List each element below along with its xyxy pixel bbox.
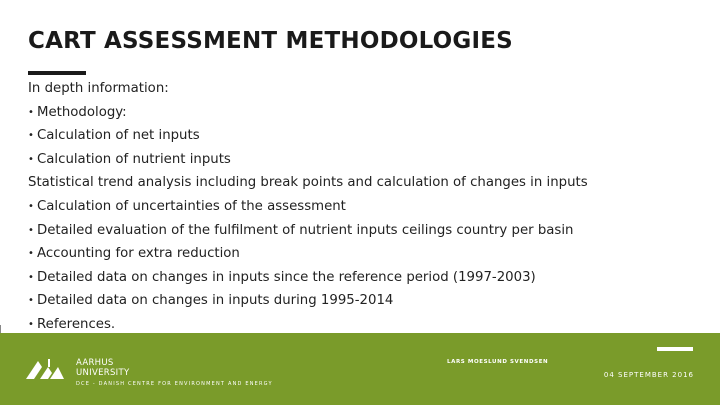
bullet-icon: •	[28, 271, 34, 283]
edge-marker	[0, 325, 1, 333]
body-line	[28, 77, 700, 101]
bullet-text: Methodology:	[37, 104, 127, 120]
slide-title: CART ASSESSMENT METHODOLOGIES	[28, 28, 513, 54]
bullet-item	[28, 242, 700, 266]
footer-bar	[0, 333, 720, 405]
bullet-icon: •	[28, 200, 34, 212]
bullet-text: References.	[37, 316, 116, 332]
bullet-item	[28, 266, 700, 290]
university-name-line2: UNIVERSITY	[76, 368, 130, 378]
bullet-text: Detailed data on changes in inputs since the reference period (1997-2003)	[37, 269, 536, 285]
slide-body	[28, 77, 700, 337]
aarhus-university-logo-icon	[24, 357, 66, 381]
bullet-icon: •	[28, 106, 34, 118]
bullet-icon: •	[28, 130, 34, 142]
author-name: LARS MOESLUND SVENDSEN	[447, 359, 549, 365]
bullet-text: Calculation of uncertainties of the assessment	[37, 198, 346, 214]
bullet-text: Calculation of nutrient inputs	[37, 151, 231, 167]
bullet-icon: •	[28, 318, 34, 330]
bullet-item	[28, 148, 700, 172]
bullet-icon: •	[28, 224, 34, 236]
bullet-text: Detailed evaluation of the fulfilment of nutrient inputs ceilings country per basin	[37, 222, 574, 238]
body-line	[28, 171, 700, 195]
bullet-text: Detailed data on changes in inputs during 1995-2014	[37, 293, 394, 309]
line-text: Statistical trend analysis including break points and calculation of changes in inputs	[28, 175, 588, 191]
bullet-text: Calculation of net inputs	[37, 128, 200, 144]
bullet-item	[28, 195, 700, 219]
bullet-icon: •	[28, 153, 34, 165]
university-name	[76, 358, 129, 378]
bullet-item	[28, 124, 700, 148]
bullet-item	[28, 101, 700, 125]
university-name-line1: AARHUS	[76, 358, 114, 368]
bullet-icon: •	[28, 295, 34, 307]
date-underline	[657, 347, 693, 351]
line-text: In depth information:	[28, 81, 169, 96]
department-name: DCE - DANISH CENTRE FOR ENVIRONMENT AND ENERGY	[76, 381, 273, 387]
bullet-text: Accounting for extra reduction	[37, 246, 240, 262]
bullet-item	[28, 219, 700, 243]
presentation-date: 04 SEPTEMBER 2016	[603, 371, 694, 379]
bullet-item	[28, 289, 700, 313]
bullet-icon: •	[28, 248, 34, 260]
title-underline	[28, 71, 86, 75]
